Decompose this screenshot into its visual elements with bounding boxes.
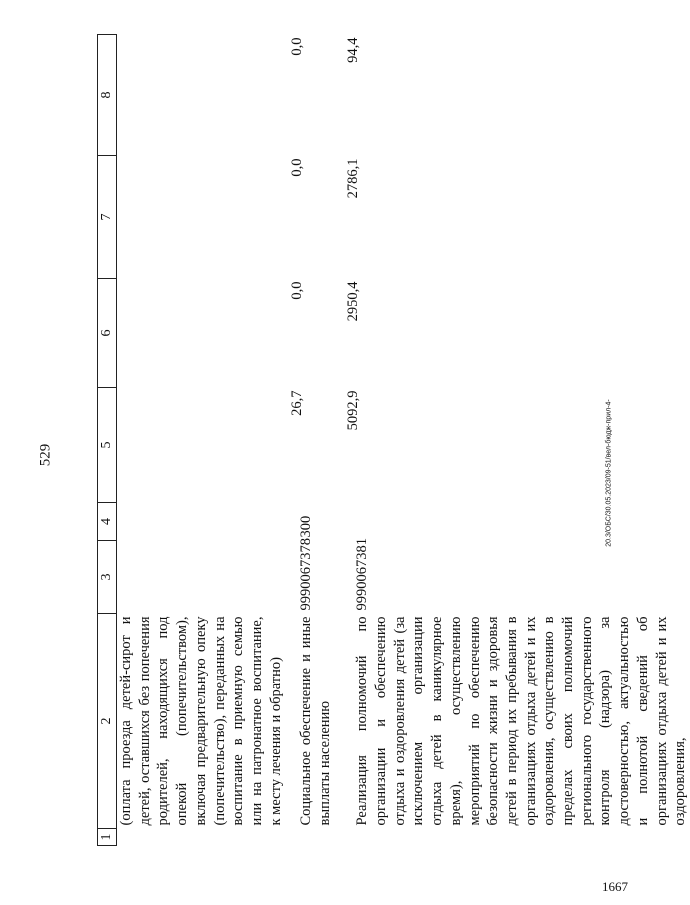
table-row	[285, 35, 341, 846]
col-header-4: 4	[98, 503, 117, 541]
row-value-5: 5092,9	[345, 390, 362, 431]
page-number-top-text: 529	[37, 443, 54, 467]
row-value-6	[117, 279, 286, 388]
row-value-6: 2950,4	[345, 281, 362, 322]
row-target-code	[117, 541, 286, 614]
col-header-7: 7	[98, 156, 117, 279]
row-value-8: 0,0	[289, 37, 306, 56]
col-header-3: 3	[98, 541, 117, 614]
row-number	[117, 829, 286, 846]
col-header-2: 2	[98, 614, 117, 829]
row-value-5: 26,7	[289, 390, 306, 416]
table-row	[341, 35, 690, 846]
row-expense-type	[117, 503, 286, 541]
row-expense-type	[341, 503, 690, 541]
header-row	[98, 35, 117, 846]
document-footer-code	[598, 48, 620, 898]
row-number	[285, 829, 341, 846]
row-value-5	[117, 388, 286, 503]
row-value-7: 0,0	[289, 158, 306, 177]
row-description: Социальное обеспечение и иные выплаты населению	[298, 616, 334, 826]
col-header-5: 5	[98, 388, 117, 503]
row-expense-type: 300	[298, 515, 315, 538]
row-number	[341, 829, 690, 846]
col-header-6: 6	[98, 279, 117, 388]
row-description: (оплата проезда детей-сирот и детей, оставшихся без попечения родителей, находящихся под опекой (попечительством), включая предварительную опеку (попечительство), переданных на воспитание в приемную семью или на патронатное воспитание, к месту лечения и обратно)	[118, 616, 284, 826]
row-value-8	[117, 35, 286, 156]
row-value-6: 0,0	[289, 281, 306, 300]
row-value-7: 2786,1	[345, 158, 362, 199]
col-header-1: 1	[98, 829, 117, 846]
footer-code-text: 20.3/ОБС/30.05.2023/09-51/вел-бюдж-прил-4-	[605, 399, 613, 547]
table-row	[117, 35, 286, 846]
row-target-code: 9990067381	[354, 538, 371, 611]
page-number-bottom: 1667	[602, 879, 628, 894]
row-value-7	[117, 156, 286, 279]
row-value-8: 94,4	[345, 37, 362, 63]
row-description: Реализация полномочий по организации и обеспечению отдыха и оздоровления детей (за исключением организации отдыха детей в каникулярное время), осуществлению мероприятий по обеспечению безопасности жизни и здоровья детей в период их пребывания в организациях отдыха детей и их оздоровления, осуществлению в пределах своих полномочий регионального государственного контроля (надзора) за достоверностью, актуальностью и полнотой сведений об организациях отдыха детей и их оздоровления,	[354, 616, 689, 826]
page-number-top	[36, 440, 56, 470]
col-header-8: 8	[98, 35, 117, 156]
row-target-code: 9990067378	[298, 538, 315, 611]
